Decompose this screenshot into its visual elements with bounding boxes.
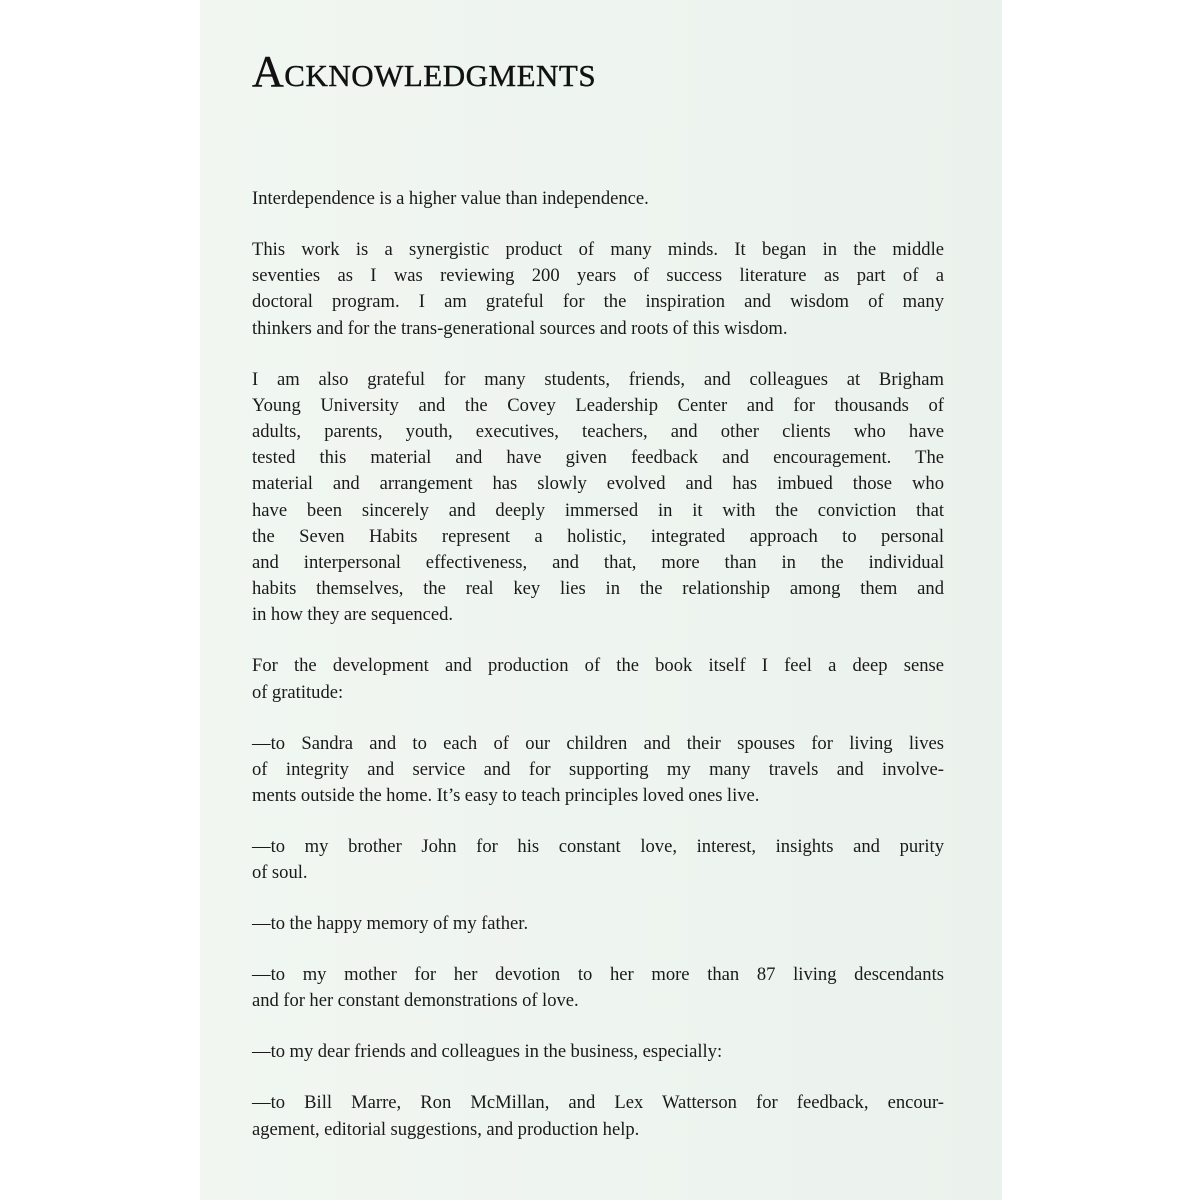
paragraph-gratitude-colleagues [252,367,944,629]
text-line: of gratitude: [252,681,344,703]
page-content [252,44,944,1168]
text-line: —to Sandra and to each of our children and their spouses for living lives [252,732,944,754]
text-line: and interpersonal effectiveness, and that, more than in the individual [252,552,944,574]
text-line: material and arrangement has slowly evolved and has imbued those who [252,473,944,495]
text-line: seventies as I was reviewing 200 years of success literature as part of a [252,265,944,287]
text-line: have been sincerely and deeply immersed in it with the conviction that [252,499,944,521]
text-line: For the development and production of the book itself I feel a deep sense [252,655,944,677]
text-line: —to my brother John for his constant love, interest, insights and purity [252,836,944,858]
text-line: agement, editorial suggestions, and production help. [252,1118,640,1140]
text-line: —to the happy memory of my father. [252,913,529,935]
paragraph-friends [252,1039,944,1065]
text-line: —to my dear friends and colleagues in the business, especially: [252,1041,723,1063]
text-line: Young University and the Covey Leadership Center and for thousands of [252,394,944,416]
paragraph-family [252,731,944,810]
page-title: Acknowledgments [252,47,597,96]
text-line: I am also grateful for many students, friends, and colleagues at Brigham [252,368,944,390]
text-line: of integrity and service and for supporting my many travels and involve- [252,758,944,780]
text-line: in how they are sequenced. [252,604,454,626]
paragraph-father [252,911,944,937]
text-line: of soul. [252,862,308,884]
text-line: adults, parents, youth, executives, teachers, and other clients who have [252,421,944,443]
paragraph-mother [252,962,944,1014]
paragraph-production-help [252,1090,944,1142]
text-line: thinkers and for the trans-generational sources and roots of this wisdom. [252,317,788,339]
text-line: Interdependence is a higher value than independence. [252,188,649,209]
book-page [200,0,1002,1200]
paragraph-book-production [252,653,944,705]
text-line: and for her constant demonstrations of love. [252,990,579,1012]
paragraph-epigraph [252,186,944,212]
text-line: doctoral program. I am grateful for the inspiration and wisdom of many [252,291,944,313]
text-line: This work is a synergistic product of many minds. It began in the middle [252,239,944,260]
page-body [252,186,944,1143]
text-line: habits themselves, the real key lies in the relationship among them and [252,578,944,600]
text-line: —to Bill Marre, Ron McMillan, and Lex Watterson for feedback, encour- [252,1092,944,1114]
paragraph-origins [252,237,944,342]
paragraph-brother [252,834,944,886]
text-line: tested this material and have given feedback and encouragement. The [252,447,944,469]
text-line: —to my mother for her devotion to her more than 87 living descendants [252,964,944,986]
text-line: ments outside the home. It’s easy to teach principles loved ones live. [252,785,760,807]
text-line: the Seven Habits represent a holistic, integrated approach to personal [252,525,944,547]
